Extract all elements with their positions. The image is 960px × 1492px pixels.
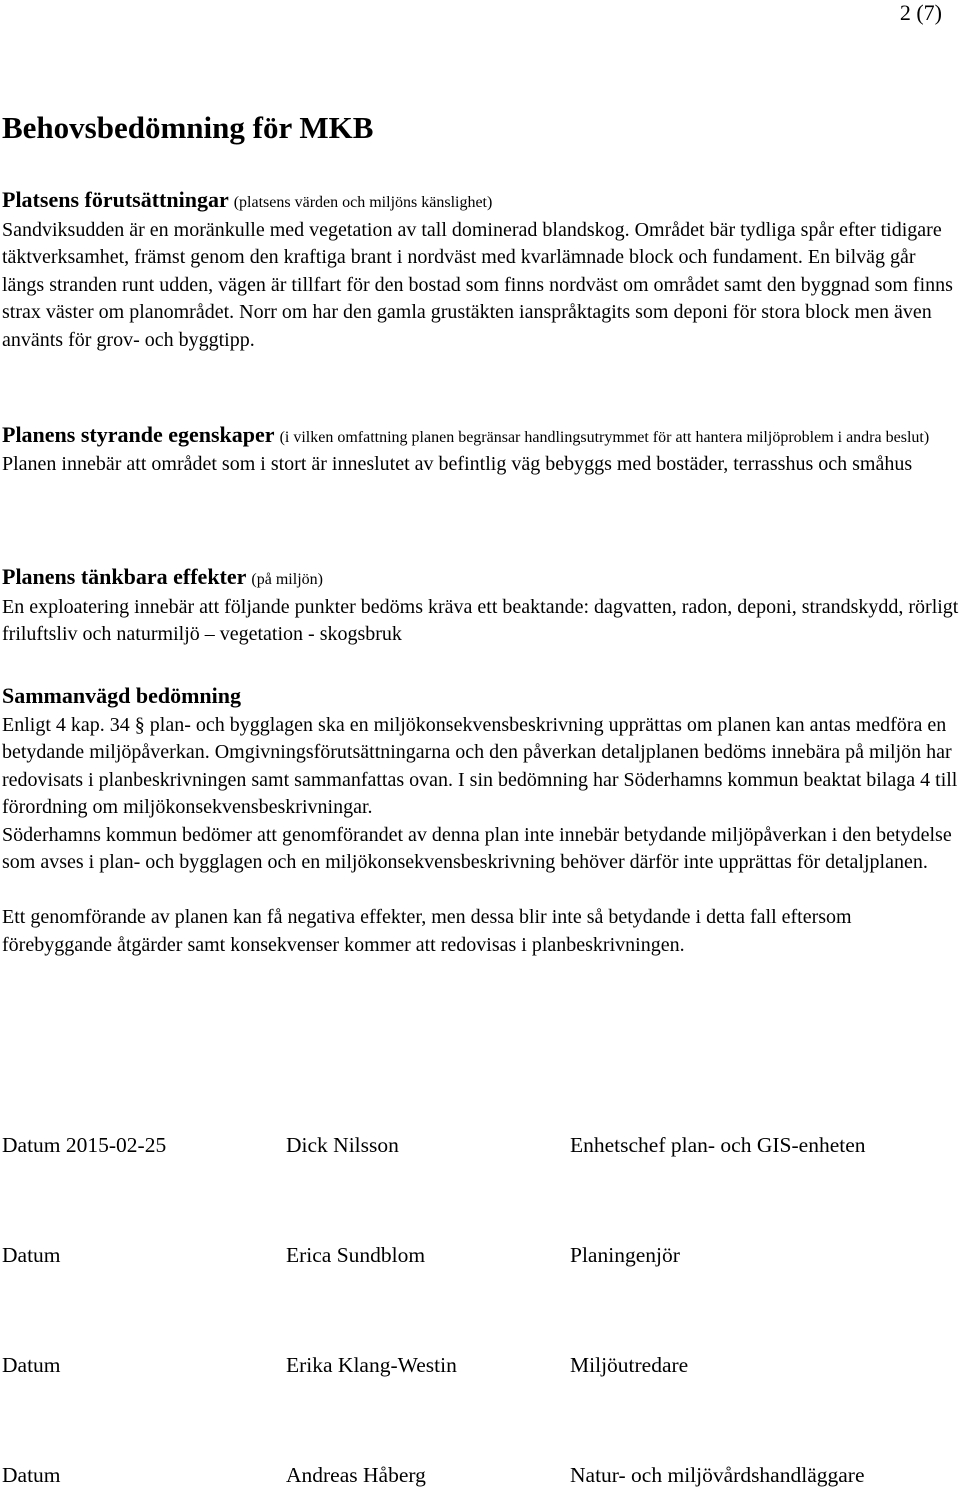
section-header — [2, 682, 960, 712]
section-sammanvagd-bedomning — [2, 682, 960, 959]
signature-role: Enhetschef plan- och GIS-enheten — [570, 1133, 866, 1157]
section-heading: Platsens förutsättningar — [2, 187, 229, 212]
signature-name: Andreas Håberg — [286, 1463, 426, 1487]
section-planens-styrande-egenskaper — [2, 421, 960, 479]
section-paragraph: Ett genomförande av planen kan få negativa effekter, men dessa blir inte så betydande i detta fall eftersom förebyggande åtgärder samt konsekvenser kommer att redovisas i planbeskrivningen. — [2, 906, 852, 956]
signature-date: Datum — [2, 1353, 61, 1377]
section-header — [2, 186, 960, 217]
section-subheading: (i vilken omfattning planen begränsar handlingsutrymmet för att hantera miljöproblem i andra beslut) — [279, 429, 930, 446]
section-paragraph: En exploatering innebär att följande punkter bedöms kräva ett beaktande: dagvatten, radon, deponi, strandskydd, rörligt friluftsliv och naturmiljö – vegetation - skogsbruk — [2, 595, 959, 645]
signature-name: Dick Nilsson — [286, 1133, 399, 1157]
signature-row — [2, 1240, 960, 1270]
signature-name: Erika Klang-Westin — [286, 1353, 457, 1377]
section-paragraph: Söderhamns kommun bedömer att genomförandet av denna plan inte innebär betydande miljöpåverkan i den betydelse som avses i plan- och bygglagen och en miljökonsekvensbeskrivning behöver därför inte upprättas för detaljplanen. — [2, 823, 952, 873]
signature-date: Datum — [2, 1243, 61, 1267]
section-paragraph: Sandviksudden är en moränkulle med vegetation av tall dominerad blandskog. Området bär tydliga spår efter tidigare täktverksamhet, främst genom den kraftiga brant i nordväst med kvarlämnade block och fundament. En bilväg går längs stranden runt udden, vägen är tillfart för den bostad som finns nordväst om området samt den byggnad som finns strax väster om planområdet. Norr om har den gamla grustäkten ianspråktagits som deponi för stora block men även använts för grov- och byggtipp. — [2, 218, 953, 351]
signature-role: Miljöutredare — [570, 1353, 689, 1377]
signature-row — [2, 1350, 960, 1380]
signature-name: Erica Sundblom — [286, 1243, 426, 1267]
signature-date: Datum — [2, 1463, 61, 1487]
section-heading: Sammanvägd bedömning — [2, 683, 242, 708]
section-platsens-forutsattningar — [2, 186, 960, 354]
section-header — [2, 421, 960, 451]
section-subheading: (på miljön) — [251, 571, 323, 588]
section-paragraph: Planen innebär att området som i stort är inneslutet av befintlig väg bebyggs med bostäder, terrasshus och småhus — [2, 453, 913, 475]
section-paragraph: Enligt 4 kap. 34 § plan- och bygglagen ska en miljökonsekvensbeskrivning upprättas om planen kan antas medföra en betydande miljöpåverkan. Omgivningsförutsättningarna och den påverkan detaljplanen bedöms innebära på miljön har redovisats i planbeskrivningen samt sammanfattas ovan. I sin bedömning har Söderhamns kommun beaktat bilaga 4 till förordning om miljökonsekvensbeskrivningar. — [2, 713, 958, 818]
section-paragraph-spacer — [2, 877, 960, 905]
document-title: Behovsbedömning för MKB — [2, 110, 374, 145]
section-heading: Planens tänkbara effekter — [2, 564, 247, 589]
signature-date: Datum 2015-02-25 — [2, 1133, 167, 1157]
section-heading: Planens styrande egenskaper — [2, 422, 275, 447]
signature-row — [2, 1460, 960, 1490]
signature-row — [2, 1130, 960, 1160]
section-planens-tankbara-effekter — [2, 563, 960, 649]
signature-role: Natur- och miljövårdshandläggare — [570, 1463, 865, 1487]
section-subheading: (platsens värden och miljöns känslighet) — [233, 194, 493, 211]
signature-role: Planingenjör — [570, 1243, 680, 1267]
section-header — [2, 563, 960, 594]
page-number: 2 (7) — [899, 0, 942, 25]
